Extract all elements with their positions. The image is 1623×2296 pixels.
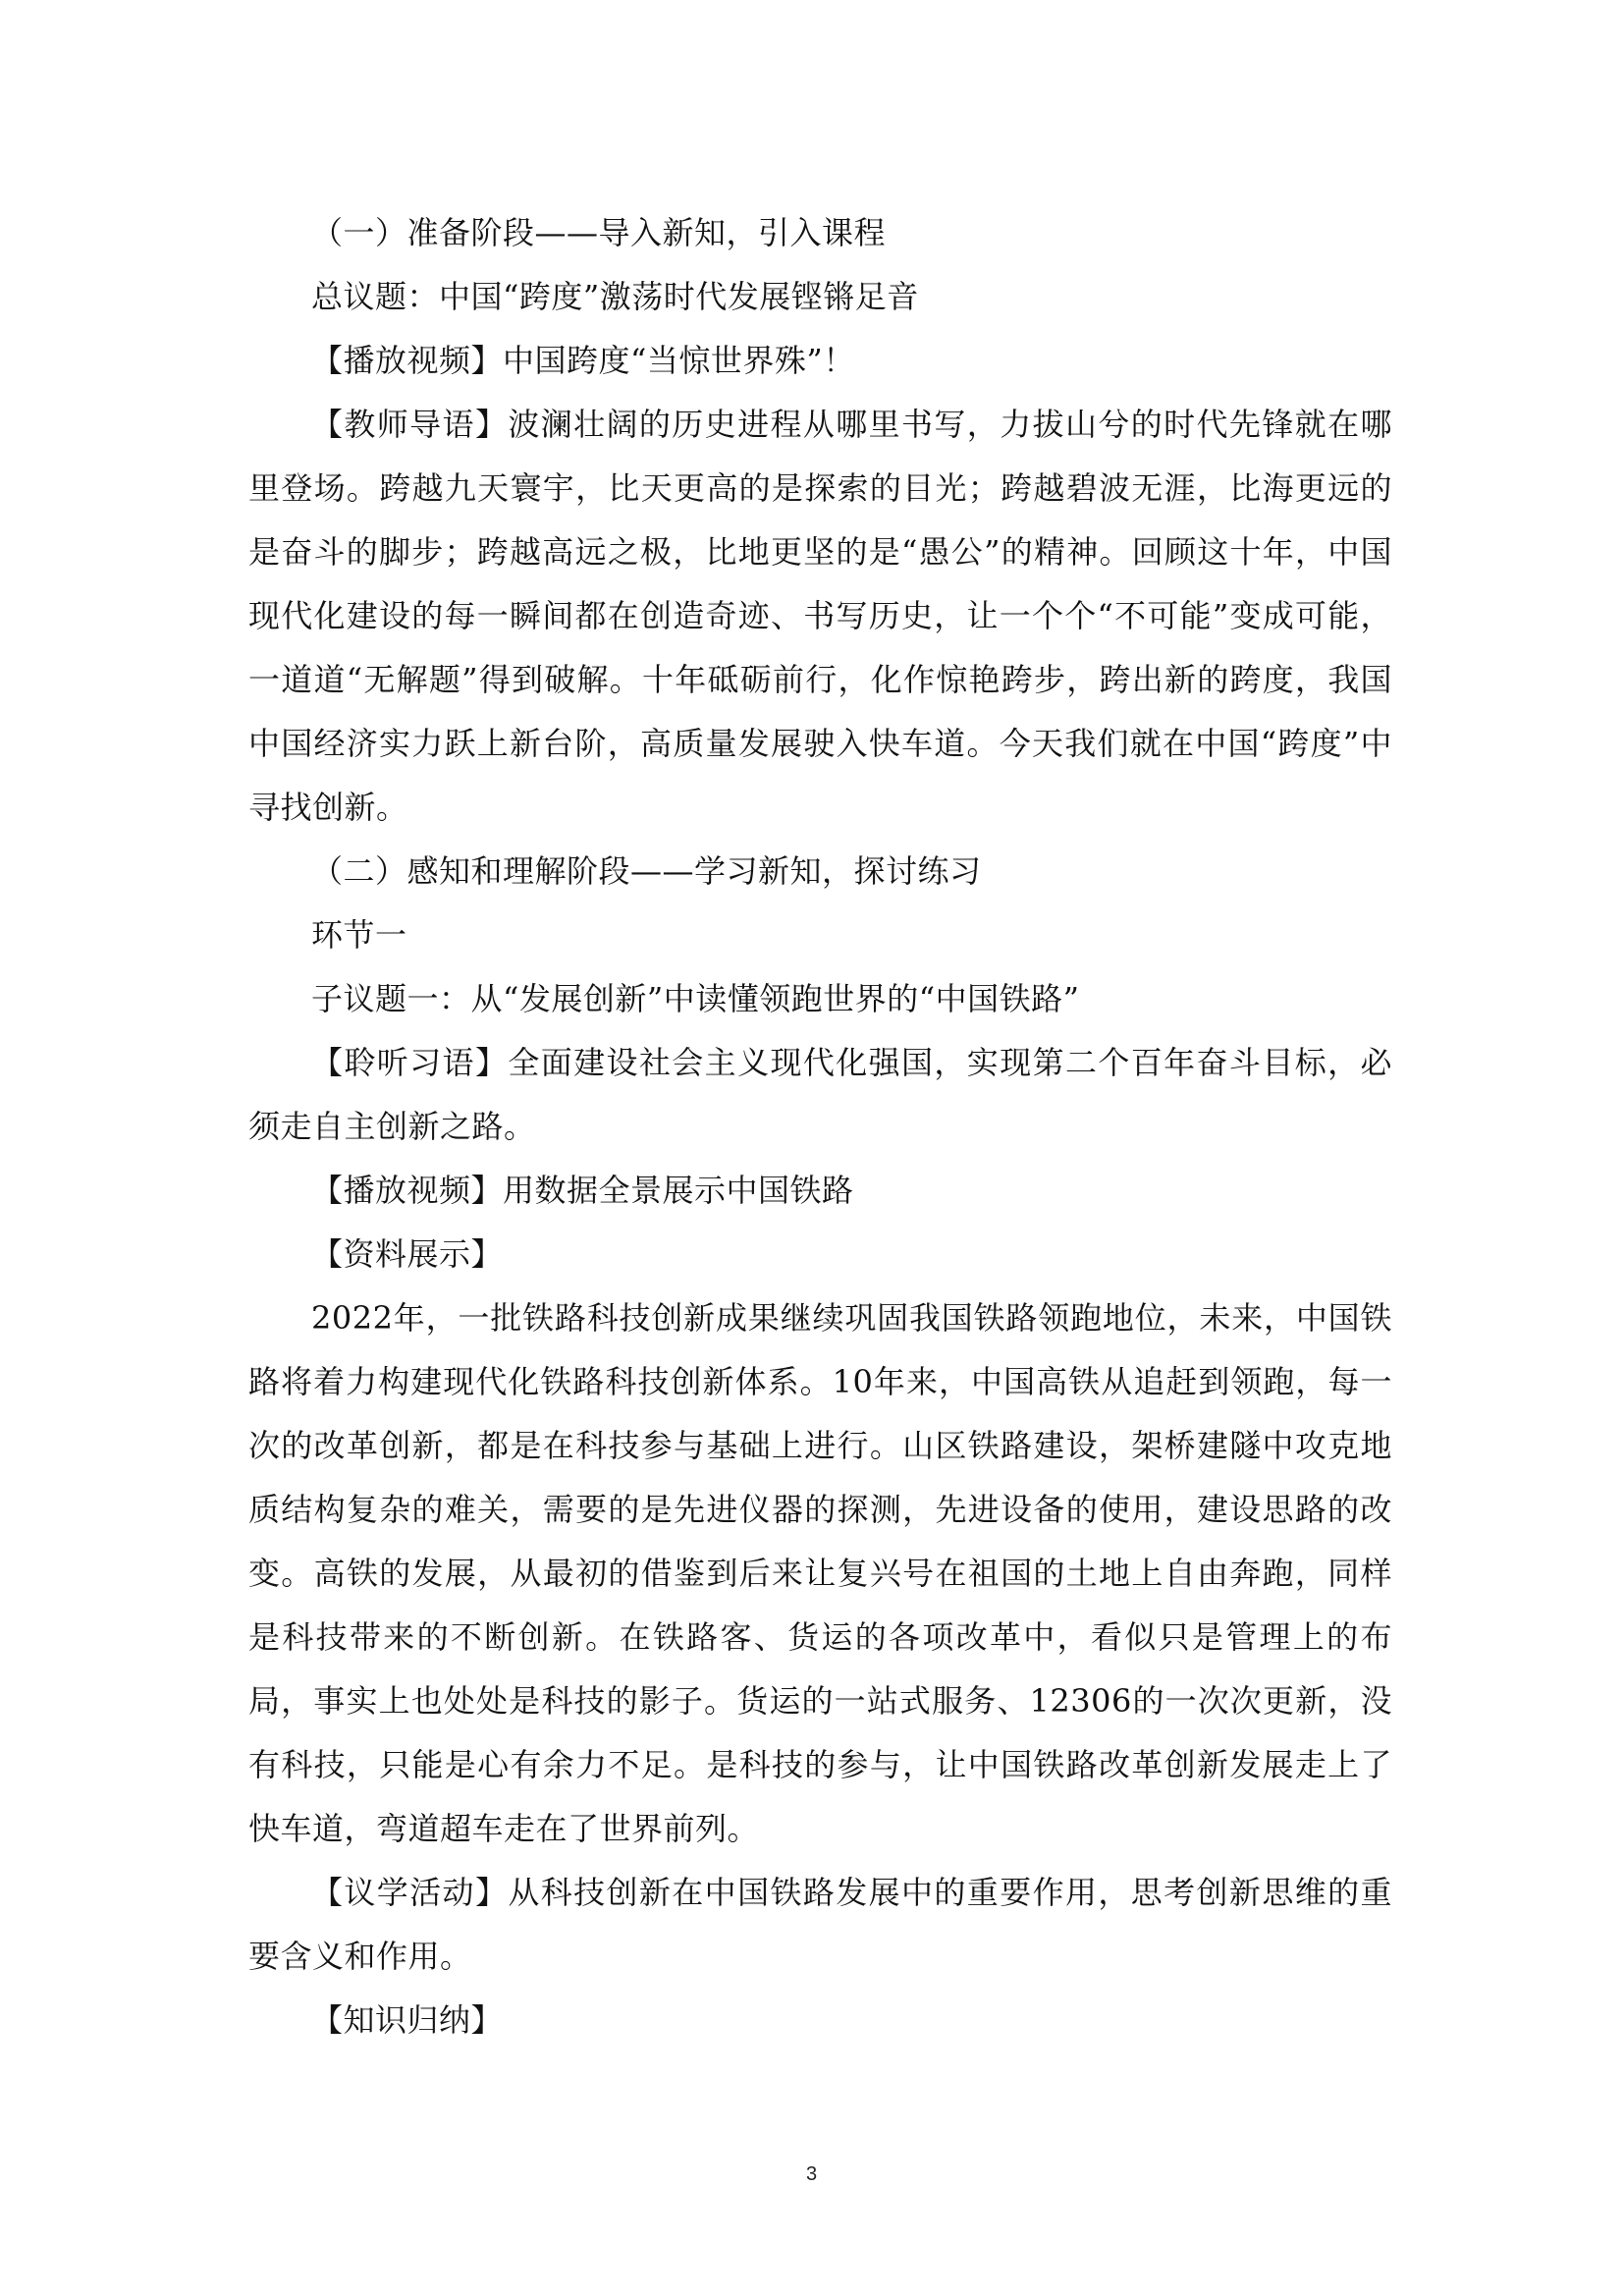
teacher-introduction: 【教师导语】波澜壮阔的历史进程从哪里书写，力拔山兮的时代先锋就在哪里登场。跨越九天寰宇，比天更高的是探索的目光；跨越碧波无涯，比海更远的是奋斗的脚步；跨越高远之极，比地更坚的是“愚公”的精神。回顾这十年，中国现代化建设的每一瞬间都在创造奇迹、书写历史，让一个个“不可能”变成可能，一道道“无解题”得到破解。十年砥砺前行，化作惊艳跨步，跨出新的跨度，我国中国经济实力跃上新台阶，高质量发展驶入快车道。今天我们就在中国“跨度”中寻找创新。 <box>248 406 1392 826</box>
material-paragraph: 2022年，一批铁路科技创新成果继续巩固我国铁路领跑地位，未来，中国铁路将着力构建现代化铁路科技创新体系。10年来，中国高铁从追赶到领跑，每一次的改革创新，都是在科技参与基础上进行。山区铁路建设，架桥建隧中攻克地质结构复杂的难关，需要的是先进仪器的探测，先进设备的使用，建设思路的改变。高铁的发展，从最初的借鉴到后来让复兴号在祖国的土地上自由奔跑，同样是科技带来的不断创新。在铁路客、货运的各项改革中，看似只是管理上的布局，事实上也处处是科技的影子。货运的一站式服务、12306的一次次更新，没有科技，只能是心有余力不足。是科技的参与，让中国铁路改革创新发展走上了快车道，弯道超车走在了世界前列。 <box>248 1299 1392 1847</box>
video-note: 【播放视频】中国跨度“当惊世界殊”！ <box>311 342 855 379</box>
main-topic: 总议题：中国“跨度”激荡时代发展铿锵足音 <box>311 278 919 315</box>
material-heading: 【资料展示】 <box>311 1235 504 1273</box>
segment-label: 环节一 <box>311 916 407 954</box>
discussion-activity: 【议学活动】从科技创新在中国铁路发展中的重要作用，思考创新思维的重要含义和作用。 <box>248 1874 1392 1975</box>
page-content <box>248 201 1392 2052</box>
page-number: 3 <box>805 2163 818 2185</box>
subtopic-one: 子议题一：从“发展创新”中读懂领跑世界的“中国铁路” <box>311 980 1080 1017</box>
data-video-note: 【播放视频】用数据全景展示中国铁路 <box>311 1172 854 1209</box>
quotation-paragraph: 【聆听习语】全面建设社会主义现代化强国，实现第二个百年奋斗目标，必须走自主创新之路。 <box>248 1044 1392 1145</box>
knowledge-summary-heading: 【知识归纳】 <box>311 2001 504 2039</box>
section-heading-perception: （二）感知和理解阶段——学习新知，探讨练习 <box>311 852 982 890</box>
section-heading-preparation: （一）准备阶段——导入新知，引入课程 <box>311 214 887 251</box>
